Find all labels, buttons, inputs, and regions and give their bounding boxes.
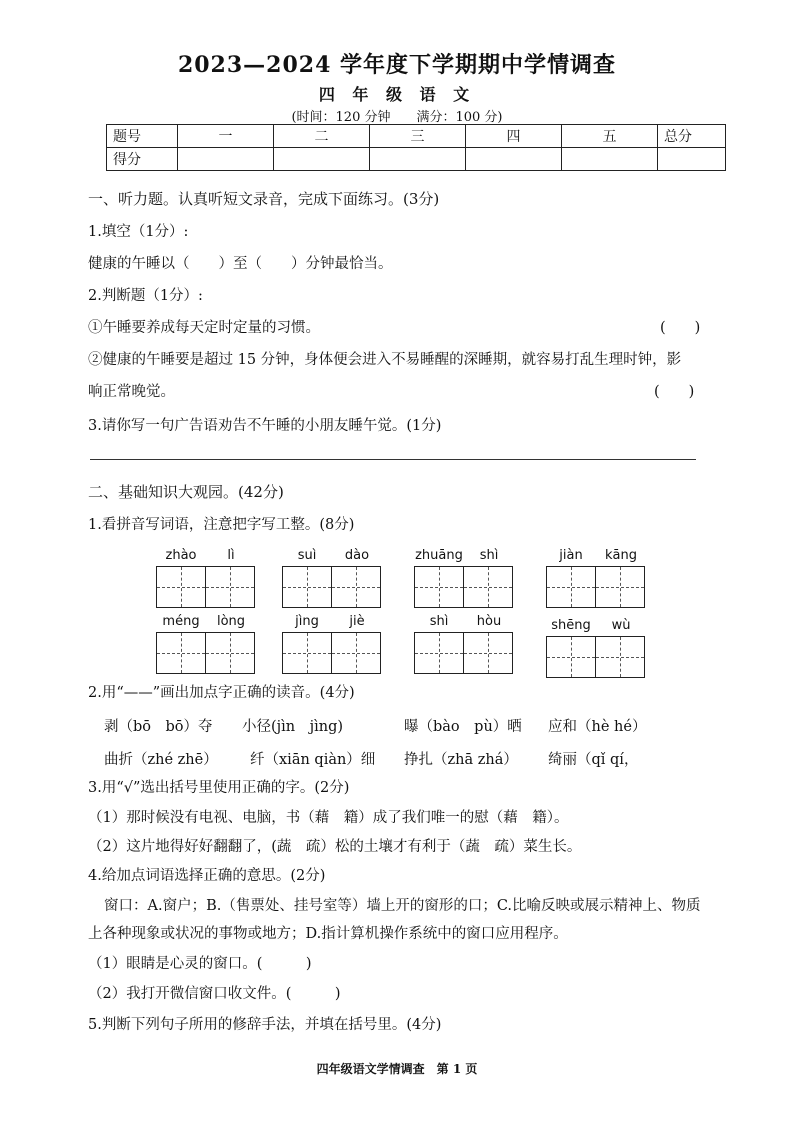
- pinyin-syllable: kāng: [605, 548, 637, 563]
- pronunciation-choice[interactable]: 曲折（zhé zhē）: [104, 752, 218, 768]
- s1-q2-item2-cont: 响正常晚觉。: [88, 384, 175, 400]
- s1-q3-title: 3.请你写一句广告语劝告不午睡的小朋友睡午觉。(1分): [88, 418, 442, 434]
- pronunciation-choice[interactable]: 绮丽（qǐ qí，: [548, 752, 639, 768]
- writing-box[interactable]: [205, 632, 255, 674]
- score-header-row: [107, 125, 726, 148]
- pronunciation-choice[interactable]: 纤（xiān qiàn）细: [250, 752, 376, 768]
- score-input-cell[interactable]: [466, 148, 562, 171]
- pronunciation-choice[interactable]: 挣扎（zhā zhá）: [404, 752, 518, 768]
- writing-box[interactable]: [156, 566, 206, 608]
- pronunciation-choice[interactable]: 曝（bào pù）晒: [404, 719, 522, 735]
- pinyin-syllable: hòu: [476, 614, 502, 629]
- pinyin-grid[interactable]: [156, 614, 256, 674]
- exam-title: 2023—2024 学年度下学期期中学情调查: [177, 52, 617, 78]
- page-footer: 四年级语文学情调查 第 1 页: [316, 1062, 478, 1076]
- writing-box[interactable]: [595, 566, 645, 608]
- score-input-cell[interactable]: [562, 148, 658, 171]
- pinyin-syllable: wù: [611, 618, 631, 633]
- score-cell: 总分: [658, 125, 726, 148]
- score-cell: 五: [562, 125, 658, 148]
- score-input-cell[interactable]: [370, 148, 466, 171]
- score-table: [106, 124, 726, 171]
- pinyin-grid[interactable]: [156, 548, 256, 608]
- score-cell: 三: [370, 125, 466, 148]
- writing-box[interactable]: [546, 636, 596, 678]
- s2-q2-title: 2.用“——”画出加点字正确的读音。(4分): [88, 685, 355, 701]
- score-cell: 得分: [107, 148, 178, 171]
- pronunciation-choice[interactable]: 剥（bō bō）夺: [104, 719, 213, 735]
- score-cell: 一: [178, 125, 274, 148]
- s2-q5-title: 5.判断下列句子所用的修辞手法，并填在括号里。(4分): [88, 1017, 442, 1033]
- score-input-cell[interactable]: [178, 148, 274, 171]
- pinyin-syllable: shì: [429, 614, 449, 629]
- s2-q4-title: 4.给加点词语选择正确的意思。(2分): [88, 868, 326, 884]
- pinyin-syllable: méng: [162, 614, 200, 629]
- pinyin-syllable: jiàn: [559, 548, 583, 563]
- answer-parens[interactable]: ( ): [654, 384, 695, 400]
- writing-box[interactable]: [414, 566, 464, 608]
- section-2-title: 二、基础知识大观园。(42分): [88, 483, 284, 501]
- exam-subtitle: 四 年 级 语 文: [318, 85, 476, 104]
- s2-q1-title: 1.看拼音写词语，注意把字写工整。(8分): [88, 517, 355, 533]
- pinyin-grid[interactable]: [414, 548, 514, 608]
- s1-q2-title: 2.判断题（1分）:: [88, 288, 203, 304]
- writing-box[interactable]: [282, 632, 332, 674]
- s2-q3-item2[interactable]: （2）这片地得好好翻翻了，(蔬 疏）松的土壤才有利于（蔬 疏）菜生长。: [88, 839, 582, 855]
- writing-box[interactable]: [463, 632, 513, 674]
- score-input-cell[interactable]: [658, 148, 726, 171]
- score-cell: 四: [466, 125, 562, 148]
- s2-q4-definition-cont: 上各种现象或状况的事物或地方；D.指计算机操作系统中的窗口应用程序。: [88, 926, 568, 942]
- pinyin-syllable: zhào: [165, 548, 197, 563]
- writing-box[interactable]: [282, 566, 332, 608]
- pinyin-syllable: shì: [479, 548, 499, 563]
- s1-q2-item1: ①午睡要养成每天定时定量的习惯。: [88, 320, 320, 336]
- writing-box[interactable]: [205, 566, 255, 608]
- writing-box[interactable]: [414, 632, 464, 674]
- pinyin-syllable: shēng: [551, 618, 591, 633]
- pinyin-syllable: dào: [344, 548, 370, 563]
- answer-parens[interactable]: ( ): [660, 320, 701, 336]
- pinyin-syllable: lòng: [216, 614, 246, 629]
- pinyin-syllable: jìng: [295, 614, 319, 629]
- pronunciation-choice[interactable]: 应和（hè hé）: [548, 719, 647, 735]
- writing-box[interactable]: [156, 632, 206, 674]
- score-cell: 二: [274, 125, 370, 148]
- writing-box[interactable]: [331, 566, 381, 608]
- score-value-row: [107, 148, 726, 171]
- s2-q4-definition: 窗口：A.窗户；B.（售票处、挂号室等）墙上开的窗形的口；C.比喻反映或展示精神上、物质: [104, 898, 701, 914]
- pronunciation-choice[interactable]: 小径(jìn jìng): [242, 719, 344, 735]
- s2-q3-title: 3.用“√”选出括号里使用正确的字。(2分): [88, 780, 350, 796]
- section-1-title: 一、听力题。认真听短文录音，完成下面练习。(3分): [88, 190, 440, 208]
- pinyin-syllable: suì: [297, 548, 317, 563]
- s1-q1-text: 健康的午睡以（ ）至（ ）分钟最恰当。: [88, 256, 393, 272]
- exam-meta: (时间：120 分钟 满分：100 分): [291, 110, 503, 125]
- writing-box[interactable]: [595, 636, 645, 678]
- pinyin-grid[interactable]: [546, 548, 646, 608]
- pinyin-syllable: lì: [227, 548, 235, 563]
- s2-q4-item1[interactable]: （1）眼睛是心灵的窗口。( ): [88, 956, 312, 972]
- score-cell: 题号: [107, 125, 178, 148]
- writing-box[interactable]: [331, 632, 381, 674]
- pinyin-grid[interactable]: [282, 548, 382, 608]
- writing-box[interactable]: [463, 566, 513, 608]
- pinyin-grid[interactable]: [282, 614, 382, 674]
- s1-q1-title: 1.填空（1分）:: [88, 224, 189, 240]
- pinyin-syllable: jiè: [349, 614, 365, 629]
- s2-q3-item1[interactable]: （1）那时候没有电视、电脑，书（藉 籍）成了我们唯一的慰（藉 籍）。: [88, 810, 569, 826]
- score-input-cell[interactable]: [274, 148, 370, 171]
- pinyin-grid[interactable]: [546, 618, 646, 678]
- writing-box[interactable]: [546, 566, 596, 608]
- answer-writing-line[interactable]: [90, 459, 696, 460]
- pinyin-grid[interactable]: [414, 614, 514, 674]
- s1-q2-item2: ②健康的午睡要是超过 15 分钟，身体便会进入不易睡醒的深睡期，就容易打乱生理时钟，影: [88, 352, 682, 368]
- pinyin-syllable: zhuāng: [415, 548, 463, 563]
- s2-q4-item2[interactable]: （2）我打开微信窗口收文件。( ): [88, 986, 341, 1002]
